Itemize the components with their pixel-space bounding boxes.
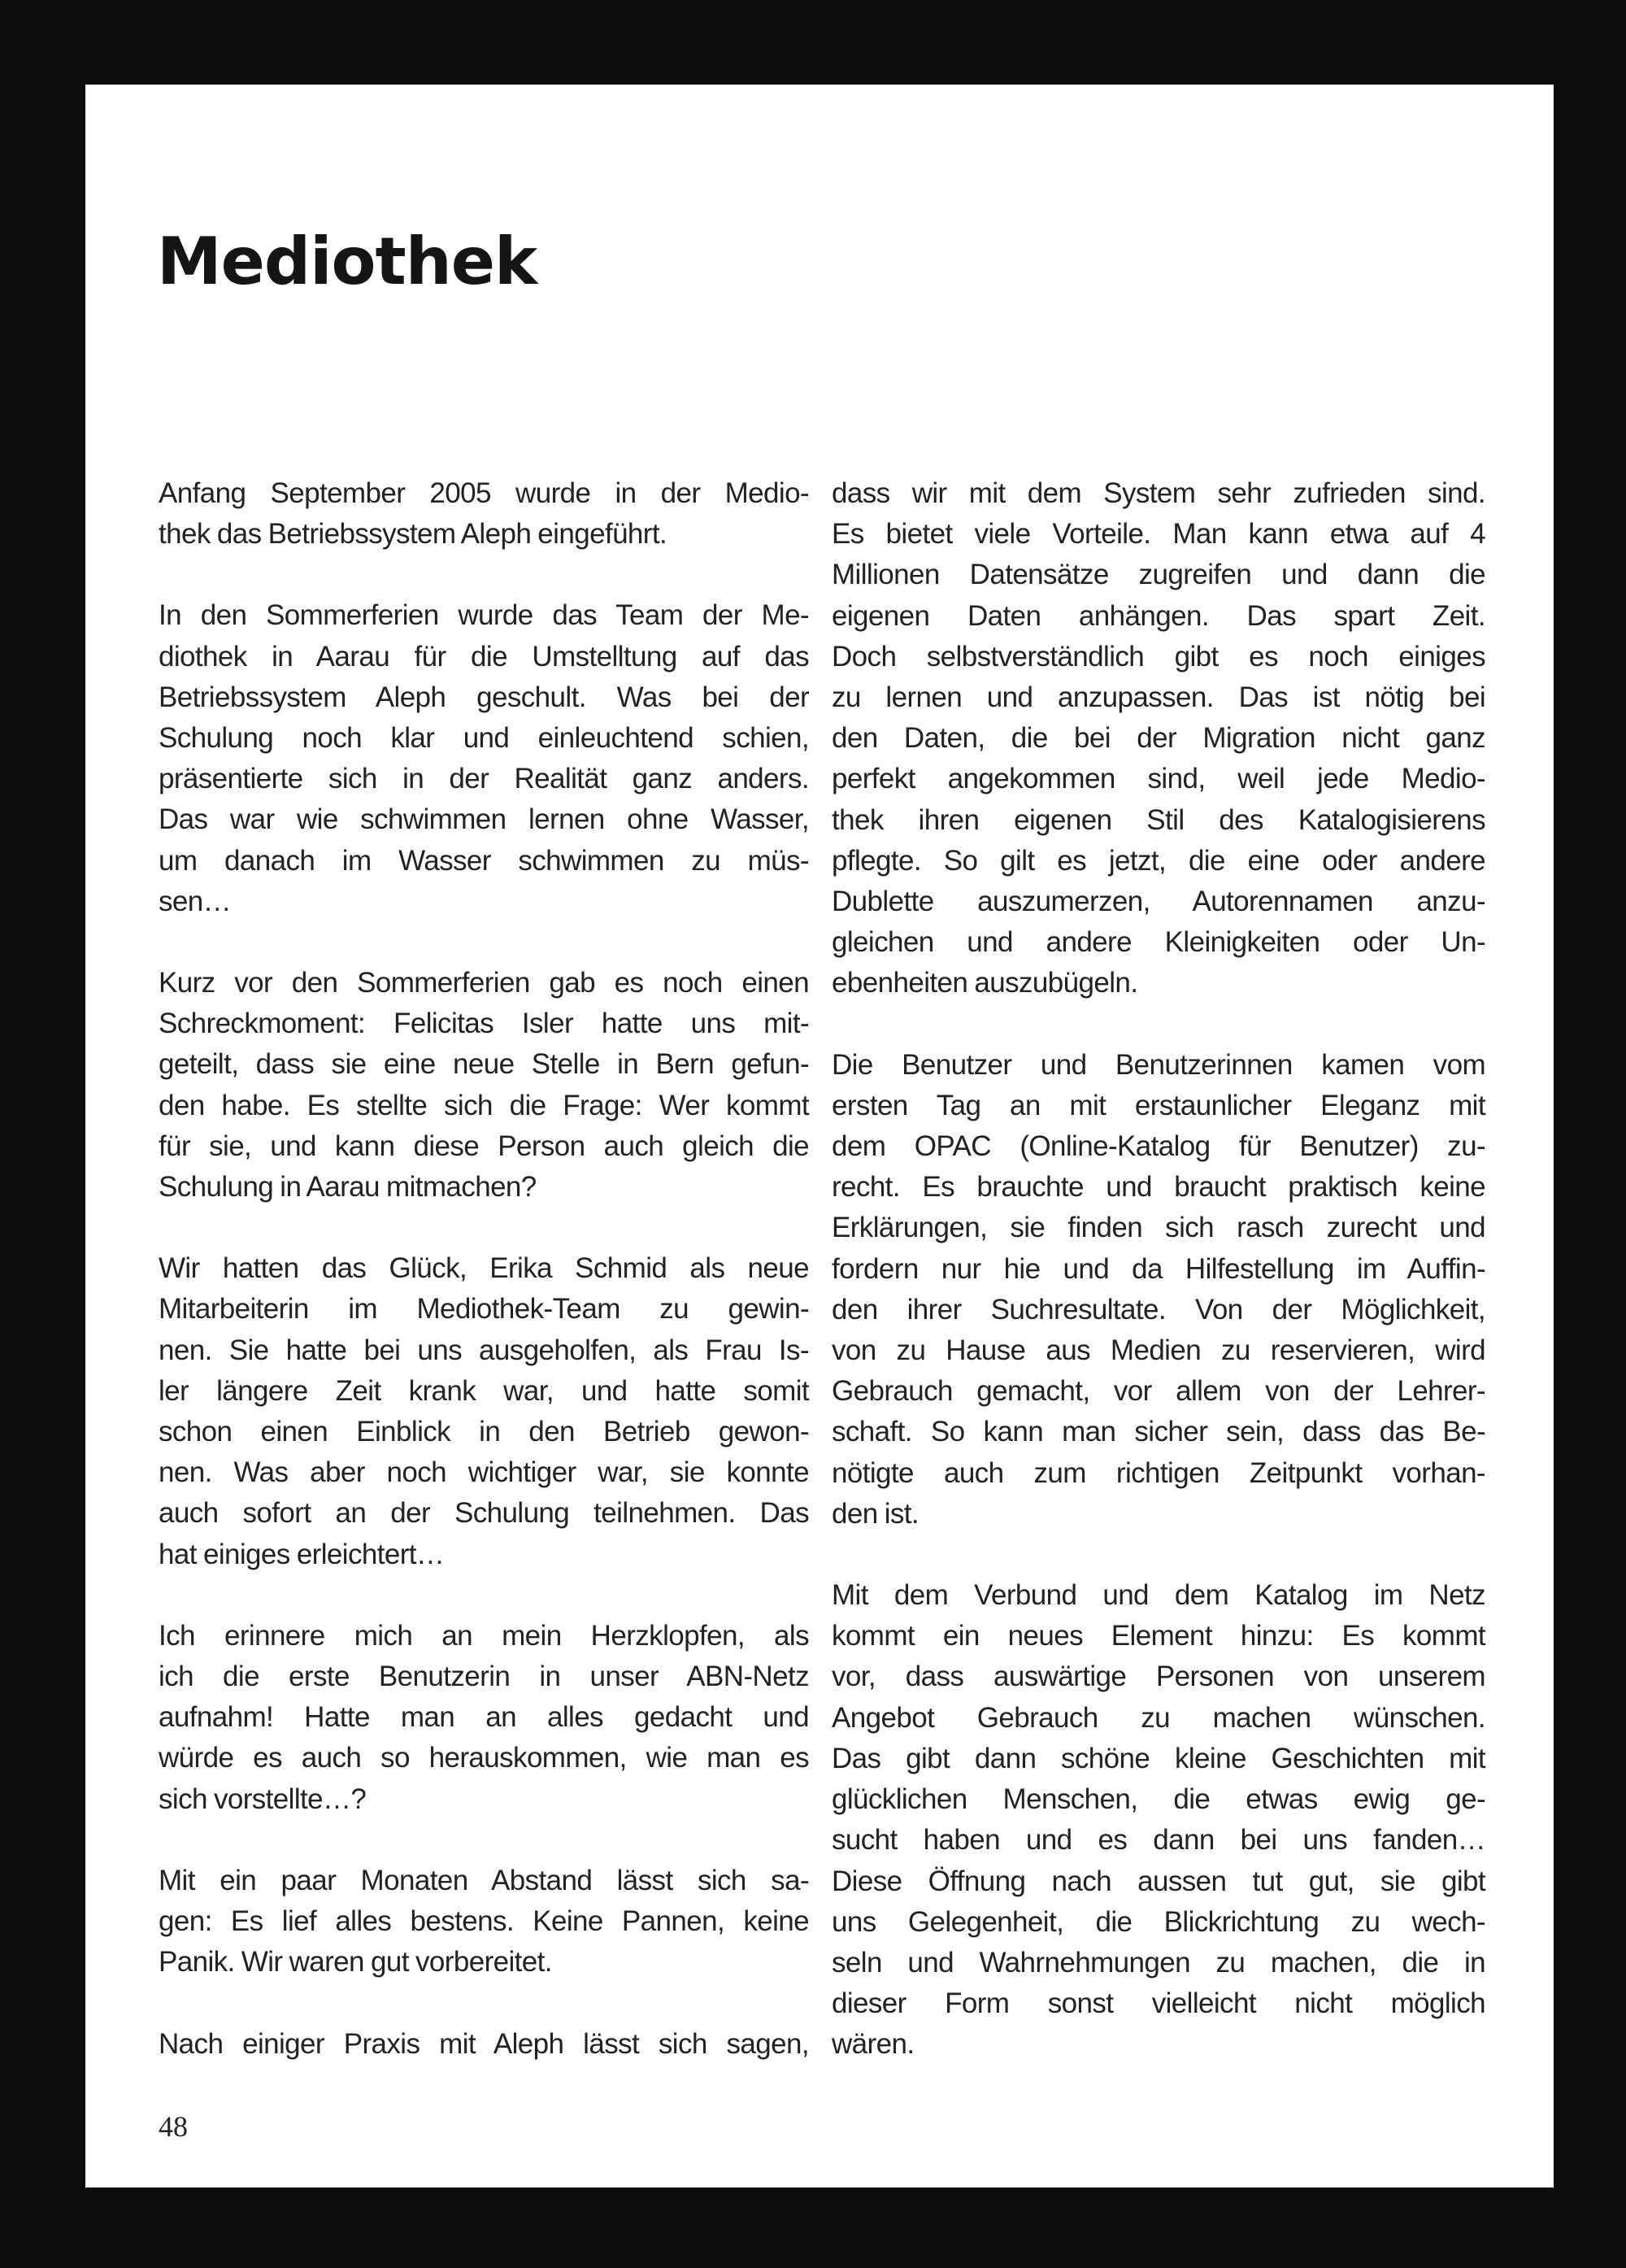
text-line: Das war wie schwimmen lernen ohne Wasser, <box>159 803 809 836</box>
text-line: um danach im Wasser schwimmen zu müs- <box>159 844 809 877</box>
text-line: eigenen Daten anhängen. Das spart Zeit. <box>832 599 1485 632</box>
text-line: dem OPAC (Online-Katalog für Benutzer) zu- <box>832 1130 1485 1163</box>
text-line: zu lernen und anzupassen. Das ist nötig bei <box>832 681 1485 714</box>
text-line: nötigte auch zum richtigen Zeitpunkt vorhan- <box>832 1456 1485 1489</box>
text-line: würde es auch so herauskommen, wie man es <box>159 1742 809 1774</box>
text-line: kommt ein neues Element hinzu: Es kommt <box>832 1620 1485 1652</box>
paragraph <box>159 1248 809 1575</box>
text-line: pflegte. So gilt es jetzt, die eine oder andere <box>832 844 1485 877</box>
text-line: hat einiges erleichtert… <box>159 1538 445 1570</box>
page-number: 48 <box>159 2110 188 2143</box>
text-line: gen: Es lief alles bestens. Keine Pannen, keine <box>159 1905 809 1938</box>
text-line: seln und Wahrnehmungen zu machen, die in <box>832 1946 1485 1979</box>
text-line: schon einen Einblick in den Betrieb gewon- <box>159 1416 809 1448</box>
text-line: ler längere Zeit krank war, und hatte somit <box>159 1374 809 1407</box>
paragraph <box>832 473 1485 1004</box>
paragraph <box>832 1045 1485 1534</box>
text-line: thek ihren eigenen Stil des Katalogisierens <box>832 803 1485 836</box>
text-line: nen. Was aber noch wichtiger war, sie konnte <box>159 1456 809 1489</box>
text-line: sich vorstellte…? <box>159 1783 367 1815</box>
text-line: präsentierte sich in der Realität ganz anders. <box>159 763 809 795</box>
text-line: sen… <box>159 885 232 917</box>
text-line: wären. <box>832 2028 915 2061</box>
text-line: den habe. Es stellte sich die Frage: Wer kommt <box>159 1089 809 1121</box>
text-line: Nach einiger Praxis mit Aleph lässt sich sagen, <box>159 2027 809 2060</box>
text-line: Mit dem Verbund und dem Katalog im Netz <box>832 1579 1485 1612</box>
paragraph <box>159 963 809 1208</box>
text-line: geteilt, dass sie eine neue Stelle in Bern gefun- <box>159 1048 809 1081</box>
paragraph <box>159 595 809 922</box>
text-line: Wir hatten das Glück, Erika Schmid als neue <box>159 1252 809 1285</box>
paragraph <box>159 1616 809 1820</box>
left-column <box>159 473 809 2105</box>
document-page <box>85 85 1554 2187</box>
text-line: recht. Es brauchte und braucht praktisch keine <box>832 1171 1485 1204</box>
text-line: glücklichen Menschen, die etwas ewig ge- <box>832 1783 1485 1816</box>
text-line: Betriebssystem Aleph geschult. Was bei der <box>159 681 809 713</box>
text-line: gleichen und andere Kleinigkeiten oder Un- <box>832 926 1485 959</box>
paragraph <box>159 473 809 555</box>
text-line: diothek in Aarau für die Umstelltung auf das <box>159 640 809 673</box>
text-line: Schulung in Aarau mitmachen? <box>159 1171 537 1204</box>
text-line: nen. Sie hatte bei uns ausgeholfen, als Frau Is- <box>159 1334 809 1366</box>
text-line: den Daten, die bei der Migration nicht ganz <box>832 722 1485 755</box>
text-line: den ist. <box>832 1497 920 1530</box>
text-line: auch sofort an der Schulung teilnehmen. Das <box>159 1497 809 1530</box>
text-line: Schulung noch klar und einleuchtend schien, <box>159 722 809 755</box>
text-line: Diese Öffnung nach aussen tut gut, sie gibt <box>832 1865 1485 1897</box>
text-line: Die Benutzer und Benutzerinnen kamen vom <box>832 1048 1485 1081</box>
text-line: uns Gelegenheit, die Blickrichtung zu wech- <box>832 1905 1485 1938</box>
right-column <box>832 473 1485 2106</box>
text-line: schaft. So kann man sicher sein, dass das Be- <box>832 1416 1485 1448</box>
text-line: Angebot Gebrauch zu machen wünschen. <box>832 1701 1485 1734</box>
text-line: dass wir mit dem System sehr zufrieden sind. <box>832 477 1485 509</box>
page-title: Mediothek <box>157 224 537 299</box>
paragraph <box>159 1861 809 1983</box>
text-line: Schreckmoment: Felicitas Isler hatte uns mit- <box>159 1008 809 1040</box>
text-line: Dublette auszumerzen, Autorennamen anzu- <box>832 886 1485 918</box>
text-line: Doch selbstverständlich gibt es noch einiges <box>832 640 1485 673</box>
text-line: Anfang September 2005 wurde in der Medio- <box>159 477 809 509</box>
text-line: Es bietet viele Vorteile. Man kann etwa auf 4 <box>832 518 1485 551</box>
text-line: ich die erste Benutzerin in unser ABN-Netz <box>159 1661 809 1693</box>
text-line: Erklärungen, sie finden sich rasch zurecht und <box>832 1212 1485 1244</box>
text-line: ersten Tag an mit erstaunlicher Eleganz mit <box>832 1089 1485 1121</box>
text-line: Das gibt dann schöne kleine Geschichten mit <box>832 1742 1485 1774</box>
text-line: In den Sommerferien wurde das Team der Me- <box>159 599 809 632</box>
paragraph <box>159 2024 809 2065</box>
text-line: Ich erinnere mich an mein Herzklopfen, als <box>159 1619 809 1652</box>
text-line: dieser Form sonst vielleicht nicht möglich <box>832 1987 1485 2020</box>
text-line: den ihrer Suchresultate. Von der Möglichkeit, <box>832 1293 1485 1326</box>
text-line: perfekt angekommen sind, weil jede Medio- <box>832 763 1485 795</box>
text-line: ebenheiten auszubügeln. <box>832 967 1138 999</box>
text-line: von zu Hause aus Medien zu reservieren, wird <box>832 1334 1485 1367</box>
text-line: Mitarbeiterin im Mediothek-Team zu gewin- <box>159 1293 809 1326</box>
text-line: Millionen Datensätze zugreifen und dann die <box>832 559 1485 591</box>
text-line: sucht haben und es dann bei uns fanden… <box>832 1824 1485 1857</box>
text-line: aufnahm! Hatte man an alles gedacht und <box>159 1701 809 1734</box>
paragraph <box>832 1575 1485 2065</box>
text-line: Kurz vor den Sommerferien gab es noch einen <box>159 967 809 999</box>
text-line: Gebrauch gemacht, vor allem von der Lehrer- <box>832 1375 1485 1408</box>
text-line: fordern nur hie und da Hilfestellung im Auffin- <box>832 1252 1485 1285</box>
text-line: für sie, und kann diese Person auch gleich die <box>159 1130 809 1162</box>
text-line: Mit ein paar Monaten Abstand lässt sich sa- <box>159 1864 809 1896</box>
text-line: thek das Betriebssystem Aleph eingeführt. <box>159 518 667 551</box>
text-line: vor, dass auswärtige Personen von unserem <box>832 1661 1485 1693</box>
text-line: Panik. Wir waren gut vorbereitet. <box>159 1946 552 1979</box>
